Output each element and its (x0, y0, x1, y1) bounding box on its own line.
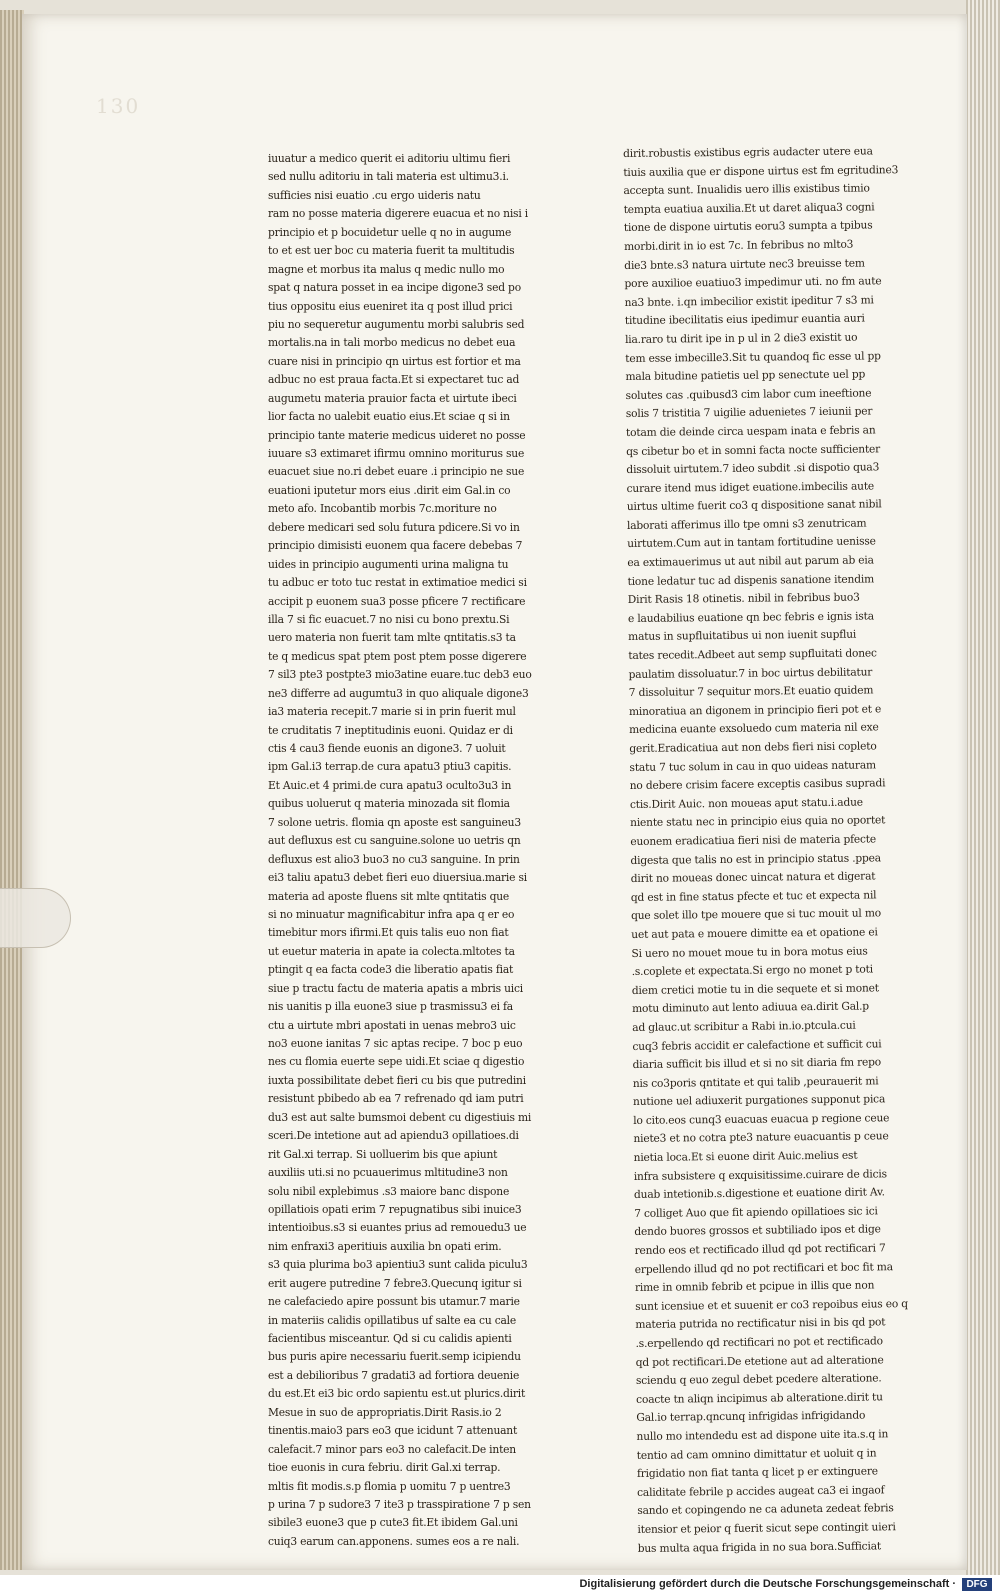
text-line: te q medicus spat ptem post ptem posse digerere (268, 649, 527, 663)
text-line: accepta sunt. Inualidis uero illis existibus timio (623, 181, 870, 198)
text-line: mltis fit modis.s.p flomia p uomitu 7 p uentre3 (268, 1479, 511, 1493)
text-line: bus multa aqua frigida in no sua bora.Sufficiat (637, 1538, 881, 1555)
text-line: uirtus ultime fuerit co3 q dispositione sanat nibil (626, 497, 882, 514)
text-line: uet aut pata e mouere dimitte ea et opatione ei (631, 925, 878, 941)
text-line: no3 euone ianitas 7 sic aptas recipe. 7 boc p euo (268, 1037, 523, 1050)
text-line: calefacit.7 minor pars eo3 no calefacit.De inten (268, 1442, 516, 1456)
text-line: Si uero no mouet moue tu in bora motus eius (631, 944, 868, 960)
text-line: ctis 4 cau3 fiende euonis an digone3. 7 uoluit (268, 742, 506, 755)
text-line: sceri.De intetione aut ad apiendu3 opillatioes.di (268, 1129, 519, 1143)
text-line: ipm Gal.i3 terrap.de cura apatu3 ptiu3 capitis. (268, 760, 512, 774)
text-line: medicina euante exsoluedo cum materia nil exe (629, 720, 879, 737)
text-line: Et Auic.et 4 primi.de cura apatu3 oculto3u3 in (268, 778, 512, 792)
text-line: nim enfraxi3 aperitiuis auxilia bn opati erim. (268, 1239, 502, 1253)
text-line: debere medicari sed solu futura pdicere.Si vo in (268, 520, 520, 534)
text-line: ne calefaciedo apire possunt bis utamur.7 marie (268, 1295, 520, 1309)
text-line: sed nullu aditoriu in tali materia est ultimu3.i. (268, 170, 509, 184)
text-line: principio et p bocuidetur uelle q no in augume (268, 225, 512, 239)
text-line: iuuatur a medico querit ei aditoriu ultimu fieri (268, 152, 511, 165)
text-line: que solet illo tpe mouere que si tuc mouit ul mo (631, 906, 882, 923)
text-line: Gal.io terrap.qncunq infrigidas infrigidando (636, 1408, 866, 1425)
text-line: lo cito.eos cunq3 euacuas euacua p regione ceue (633, 1111, 890, 1127)
text-line: facientibus misceantur. Qd si cu calidis apienti (268, 1332, 512, 1345)
text-line: Mesue in suo de appropriatis.Dirit Rasis.io 2 (268, 1405, 502, 1419)
text-line: dissoluit uirtutem.7 ideo subdit .si dispotio qua3 (626, 460, 880, 477)
text-line: est a debilioribus 7 gradati3 ad fortiora deuenie (268, 1368, 520, 1382)
text-line: gerit.Eradicatiua aut non debs fieri nisi copleto (629, 739, 877, 755)
text-line: p urina 7 p sudore3 7 ite3 p trasspiratione 7 p sen (268, 1497, 531, 1511)
text-line: tates recedit.Adbeet aut semp supfluitati donec (628, 646, 877, 663)
text-line: opillatiois opati erim 7 repugnatibus sibi inuice3 (268, 1202, 522, 1216)
text-line: e laudabilius euatione qn bec febris e ignis ista (627, 609, 874, 625)
text-line: qs cibetur bo et in somni facta nocte sufficienter (626, 441, 881, 458)
text-line: rendo eos et rectificado illud qd pot rectificari 7 (634, 1241, 886, 1257)
text-line: iuxta possibilitate debet fieri cu bis que putredini (268, 1073, 526, 1087)
footer-credit: Digitalisierung gefördert durch die Deutsche Forschungsgemeinschaft · (579, 1578, 956, 1590)
text-line: ctis.Dirit Auic. non moueas aput statu.i.adue (629, 795, 863, 811)
text-line: s3 quia plurima bo3 apientiu3 sunt calida piculu3 (268, 1258, 528, 1272)
text-line: .s.erpellendo qd rectificari no pot et rectificado (635, 1334, 883, 1350)
text-line: aut defluxus est cu sanguine.solone uo uetris qn (268, 834, 521, 848)
text-line: lia.raro tu dirit ipe in p ul in 2 die3 existit uo (624, 330, 858, 346)
text-line: 7 sil3 pte3 postpte3 mio3atine euare.tuc deb3 euo (268, 668, 532, 682)
text-line: laborati afferimus illo tpe omni s3 zenutricam (626, 516, 867, 532)
text-line: tentio ad cam omnino dimittatur et uoluit q in (636, 1445, 877, 1462)
text-line: motu diminuto aut lento adiuua ea.dirit Gal.p (631, 999, 869, 1016)
text-line: in materiis calidis opillatibus uf salte ea cu cale (268, 1313, 516, 1327)
text-line: duab intetionib.s.digestione et euatione dirit Av. (633, 1185, 885, 1202)
text-line: si no minuatur magnificabitur infra apa q er eo (268, 907, 515, 921)
text-line: augumetu materia prauior facta et uirtute ibeci (268, 391, 517, 405)
text-line: timebitur mors ifirmi.Et quis talis euo non fiat (268, 926, 509, 940)
text-line: titudine ibecilitatis eius ipedimur euantia auri (624, 311, 865, 328)
text-line: ne3 differre ad augumtu3 in quo aliquale digone3 (268, 686, 529, 700)
text-line: mala bitudine patietis uel pp senectute uel pp (625, 367, 866, 384)
text-line: ia3 materia recepit.7 marie si in prin fuerit mul (268, 705, 516, 719)
text-line: solutes cas .quibusd3 cim labor cum ineeftione (625, 386, 872, 402)
text-line: ut euetur materia in apate ia colecta.mltotes ta (268, 944, 515, 958)
text-line: quibus uoluerut q materia minozada sit flomia (268, 797, 510, 811)
text-line: 7 dissoluitur 7 sequitur mors.Et euatio quidem (628, 683, 874, 700)
text-line: magne et morbus ita malus q medic nullo mo (268, 262, 505, 276)
text-line: piu no sequeretur augumentu morbi salubris sed (268, 317, 525, 331)
text-line: no debere crisim facere exceptis casibus supradi (629, 776, 886, 793)
text-line: defluxus est alio3 buo3 no cu3 sanguine. In prin (268, 852, 520, 866)
text-line: rime in omnib febrib et pcipue in illis que non (634, 1278, 875, 1295)
text-line: tem esse imbecille3.Sit tu quandoq fic esse ul pp (625, 348, 881, 365)
book-edge-left (0, 10, 24, 1570)
text-line: accipit p euonem sua3 posse pficere 7 rectificare (268, 594, 526, 608)
text-line: iuuare s3 extimaret ifirmu omnino moriturus sue (268, 447, 525, 460)
text-line: bus puris apire necessariu fuerit.semp icipiendu (268, 1350, 521, 1364)
text-line: 7 solone uetris. flomia qn aposte est sanguineu3 (268, 815, 521, 829)
text-line: minoratiua an digonem in principio fieri pot et e (628, 702, 882, 718)
text-line: tinentis.maio3 pars eo3 que icidunt 7 attenuant (268, 1424, 518, 1438)
text-line: rit Gal.xi terrap. Si uolluerim bis que apiunt (268, 1147, 498, 1161)
text-line: euonem eradicatiua fieri nisi de materia pfecte (630, 832, 877, 848)
text-line: siue p tractu factu de materia apatis a mbris uici (268, 981, 523, 995)
text-line: niente statu nec in principio eius quia no oportet (630, 813, 886, 830)
text-line: adbuc no est praua facta.Et si expectaret tuc ad (268, 373, 520, 387)
text-line: erit augere putredine 7 febre3.Quecunq igitur si (268, 1276, 522, 1290)
text-line: statu 7 tuc solum in cau in quo uideas naturam (629, 757, 876, 774)
text-line: intentioibus.s3 si euantes prius ad remouedu3 ue (268, 1221, 527, 1235)
text-line: totam die deinde circa uespam inata e febris an (625, 423, 876, 439)
text-line: materia ad aposte fluens sit mlte qntitatis que (268, 889, 510, 903)
book-edge-right (966, 0, 1000, 1575)
text-line: tius oppositu eius eueniret ita q post illud prici (268, 299, 513, 313)
text-line: coacte tn aliqn incipimus ab alteratione.dirit tu (636, 1390, 883, 1406)
text-line: ptingit q ea facta code3 die liberatio apatis fiat (268, 963, 514, 977)
dfg-logo: DFG (962, 1578, 992, 1591)
text-line: caliditate febrile p accides augeat ca3 ei ingaof (637, 1483, 885, 1499)
text-line: uirtutem.Cum aut in tantam fortitudine uenisse (627, 534, 876, 551)
text-line: dendo buores grossos et subtiliado ipos et dige (634, 1222, 881, 1239)
text-line: tione ledatur tuc ad dispenis sanatione itendim (627, 572, 875, 588)
text-line: te cruditatis 7 ineptitudinis euoni. Quidaz er di (268, 723, 513, 737)
text-line: na3 bnte. i.qn imbecilior existit ipeditur 7 s3 mi (624, 293, 874, 309)
right-text-column (623, 142, 918, 1558)
text-line: ea extimauerimus ut aut nibil aut parum ab eia (627, 553, 874, 570)
text-line: ram no posse materia digerere euacua et no nisi i (268, 207, 528, 221)
text-line: solu nibil explebimus .s3 maiore banc dispone (268, 1184, 510, 1198)
text-line: nis uanitis p illa euone3 siue p trasmissu3 ei fa (268, 1000, 513, 1014)
text-line: nietia loca.Et si euone dirit Auic.melius est (633, 1148, 858, 1165)
text-line: .s.coplete et expectata.Si ergo no monet p toti (631, 962, 873, 979)
text-line: matus in supfluitatibus ui non iuenit supflui (628, 628, 857, 644)
text-line: dirit no moueas donec uincat natura et digerat (630, 869, 876, 886)
text-line: du est.Et ei3 bic ordo sapientu est.ut plurics.dirit (268, 1387, 526, 1401)
text-line: ad glauc.ut scribitur a Rabi in.io.ptcula.cui (632, 1018, 856, 1034)
text-line: euationi iputetur mors eius .dirit eim Gal.in co (268, 483, 511, 497)
text-line: ei3 taliu apatu3 debet fieri euo diuersiua.marie si (268, 871, 527, 885)
text-line: qd pot rectificari.De etetione aut ad alteratione (635, 1352, 884, 1369)
text-line: cuare nisi in principio qn uirtus est fortior et ma (268, 354, 521, 368)
text-line: spat q natura posset in ea incipe digone3 sed po (268, 281, 521, 295)
text-line: curare itend mus idiget euatione.imbecilis aute (626, 479, 875, 495)
text-line: paulatim dissoluatur.7 in boc uirtus debilitatur (628, 665, 873, 681)
text-line: diaria sufficit bis illud et si no sit diaria fm repo (632, 1055, 882, 1072)
text-line: nes cu flomia euerte sepe uidi.Et sciae q digestio (268, 1055, 525, 1069)
text-line: nis co3poris qntitate et qui talib ,peurauerit mi (632, 1074, 879, 1090)
text-line: 7 colliget Auo que fit apiendo opillatioes sic ici (634, 1204, 878, 1220)
text-line: erpellendo illud qd no pot rectificari et boc fit ma (634, 1259, 893, 1276)
text-line: euacuet siue no.ri debet euare .i principio ne sue (268, 465, 525, 479)
text-line: to et est uer boc cu materia fuerit ta multitudis (268, 244, 515, 258)
text-line: nullo mo intendedu est ad dispone uite ita.s.q in (636, 1427, 889, 1443)
text-line: sciendu q euo zegul debet pcedere alteratione. (635, 1371, 882, 1388)
text-line: solis 7 tristitia 7 uigilie aduenietes 7 ieiunii per (625, 404, 873, 421)
text-line: tione de dispone uirtutis eoru3 sumpta a tpibus (623, 218, 873, 235)
bookmark-tab (0, 888, 71, 948)
text-line: ctu a uirtute mbri apostati in uenas mebro3 uic (268, 1018, 516, 1032)
text-line: itensior et peior q fuerit sicut sepe contingit uieri (637, 1520, 896, 1536)
text-line: Dirit Rasis 18 otinetis. nibil in febribus buo3 (627, 590, 860, 607)
text-line: uides in principio augumenti urina maligna tu (268, 557, 509, 571)
text-line: morbi.dirit in io est 7c. In febribus no mlto3 (623, 237, 854, 253)
text-line: resistunt pbibedo ab ea 7 refrenado qd iam putri (268, 1092, 524, 1106)
text-line: mortalis.na in tali morbo medicus no debet eua (268, 336, 516, 350)
text-line: meto afo. Incobantib morbis 7c.moriture no (268, 502, 497, 516)
text-line: cuq3 febris accidit er calefactione et sufficit cui (632, 1036, 882, 1053)
text-line: tempta euatiua auxilia.Et ut daret aliqua3 cogni (623, 200, 875, 216)
text-line: digesta que talis no est in principio status .ppea (630, 850, 882, 867)
left-text-column (268, 150, 540, 1551)
text-line: uero materia non fuerit tam mlte qntitatis.s3 ta (268, 631, 516, 645)
text-line: diem cretici motie tu in die sequete et si monet (631, 981, 879, 997)
text-line: principio tante materie medicus uideret no posse (268, 428, 526, 442)
text-line: die3 bnte.s3 natura uirtute nec3 breuisse tem (624, 256, 865, 272)
text-line: tioe euonis in cura febriu. dirit Gal.xi terrap. (268, 1461, 501, 1475)
text-line: niete3 et no cotra pte3 nature euacuantis p ceue (633, 1129, 889, 1146)
text-line: sando et copingendo ne ca aduneta zedeat febris (637, 1501, 894, 1518)
text-line: pore auxilioe euatiuo3 impedimur uti. no fm aute (624, 274, 882, 291)
text-line: materia putrida no rectificatur nisi in bis qd pot (635, 1315, 886, 1332)
text-line: illa 7 si fic euacuet.7 no nisi cu bono prextu.Si (268, 612, 510, 626)
text-line: sunt icensiue et et suuenit er co3 repoibus eius eo q (635, 1296, 908, 1313)
faint-folio-number: 130 (96, 94, 141, 118)
text-line: du3 est aut salte bumsmoi debent cu digestiuis mi (268, 1110, 532, 1124)
text-line: tu adbuc er toto tuc restat in extimatioe medici si (268, 576, 527, 590)
text-line: dirit.robustis existibus egris audacter utere eua (623, 144, 873, 160)
text-line: cuiq3 earum can.apponens. sumes eos a re nali. (268, 1534, 520, 1548)
text-line: nutione uel adiuxerit purgationes supponut pica (632, 1092, 886, 1109)
text-line: tiuis auxilia que er dispone uirtus est fm egritudine3 (623, 162, 899, 179)
text-line: qd est in fine status pfecte et tuc et expecta nil (630, 888, 877, 904)
text-line: sufficies nisi euatio .cu ergo uideris natu (268, 188, 481, 202)
text-line: frigidatio non fiat tanta q licet p er extinguere (636, 1464, 878, 1481)
text-line: auxiliis uti.si no pcuauerimus mltitudine3 non (268, 1166, 508, 1180)
text-line: sibile3 euone3 que p cute3 fit.Et ibidem Gal.uni (268, 1516, 518, 1530)
text-line: lior facta no ualebit euatio eius.Et sciae q si in (268, 410, 510, 424)
text-line: principio dimisisti euonem qua facere debebas 7 (268, 539, 523, 553)
text-line: infra subsistere q exquisitissime.cuirare de dicis (633, 1166, 887, 1183)
